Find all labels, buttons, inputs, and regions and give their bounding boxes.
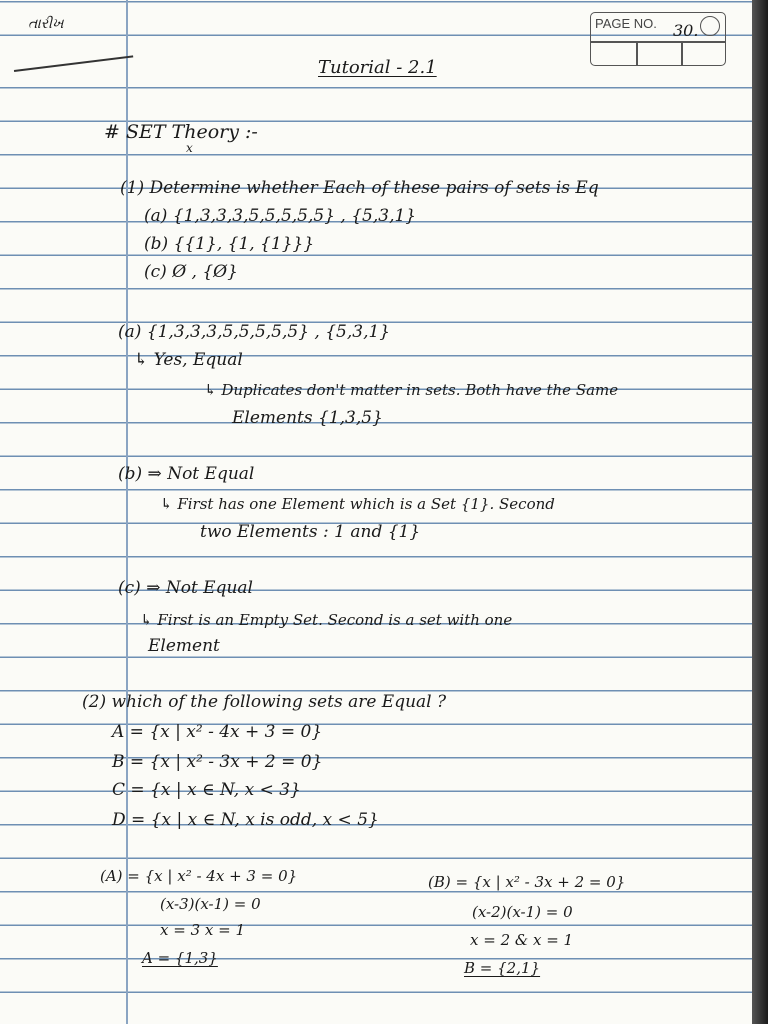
box-divider — [636, 41, 638, 65]
q1-part-c: (c) Ø , {Ø} — [144, 262, 238, 282]
page-no-label: PAGE NO. — [595, 16, 657, 31]
date-label: તારીખ — [28, 16, 64, 32]
q2-work-b-line: (B) = {x | x² - 3x + 2 = 0} — [428, 873, 626, 891]
q2-work-b-line: x = 2 & x = 1 — [470, 931, 574, 949]
q2-work-b-result: B = {2,1} — [464, 959, 541, 977]
section-mark: x — [186, 141, 193, 155]
q2-work-a-result: A = {1,3} — [142, 949, 218, 967]
q2-work-b-line: (x-2)(x-1) = 0 — [472, 903, 573, 921]
q1-answer-c-result: (c) ⇒ Not Equal — [118, 578, 253, 598]
q1-answer-c-reason: ↳ First is an Empty Set. Second is a set with one — [140, 611, 513, 629]
date-underline — [14, 55, 133, 71]
page-no-value: 30. — [673, 21, 699, 40]
q2-prompt: (2) which of the following sets are Equal ? — [82, 692, 447, 712]
q2-set-c: C = {x | x ∈ N, x < 3} — [112, 780, 301, 800]
q1-answer-a-result: ↳ Yes, Equal — [134, 350, 243, 370]
brand-logo-icon — [700, 16, 720, 36]
page-title: Tutorial - 2.1 — [318, 57, 437, 78]
q2-work-a-line: x = 3 x = 1 — [160, 921, 245, 939]
page-number-box — [590, 12, 726, 66]
q2-set-a: A = {x | x² - 4x + 3 = 0} — [112, 722, 323, 742]
q1-answer-a-reason: Elements {1,3,5} — [232, 408, 383, 428]
box-divider — [591, 41, 725, 43]
q2-work-a-line: (A) = {x | x² - 4x + 3 = 0} — [100, 867, 298, 885]
section-heading: # SET Theory :- — [104, 121, 258, 143]
q1-prompt: (1) Determine whether Each of these pairs of sets is Eq — [120, 178, 599, 198]
q2-set-d: D = {x | x ∈ N, x is odd, x < 5} — [112, 810, 379, 830]
q1-answer-b-result: (b) ⇒ Not Equal — [118, 464, 255, 484]
background-edge — [752, 0, 768, 1024]
q1-part-b: (b) {{1}, {1, {1}}} — [144, 234, 315, 254]
q2-set-b: B = {x | x² - 3x + 2 = 0} — [112, 752, 323, 772]
q1-answer-a-given: (a) {1,3,3,3,5,5,5,5,5} , {5,3,1} — [118, 322, 391, 342]
q1-part-a: (a) {1,3,3,3,5,5,5,5,5} , {5,3,1} — [144, 206, 417, 226]
q1-answer-b-reason: two Elements : 1 and {1} — [200, 522, 421, 542]
box-divider — [681, 41, 683, 65]
q2-work-a-line: (x-3)(x-1) = 0 — [160, 895, 261, 913]
q1-answer-a-reason: ↳ Duplicates don't matter in sets. Both have the Same — [204, 381, 619, 399]
q1-answer-c-reason: Element — [148, 636, 220, 656]
q1-answer-b-reason: ↳ First has one Element which is a Set {1}. Second — [160, 495, 555, 513]
